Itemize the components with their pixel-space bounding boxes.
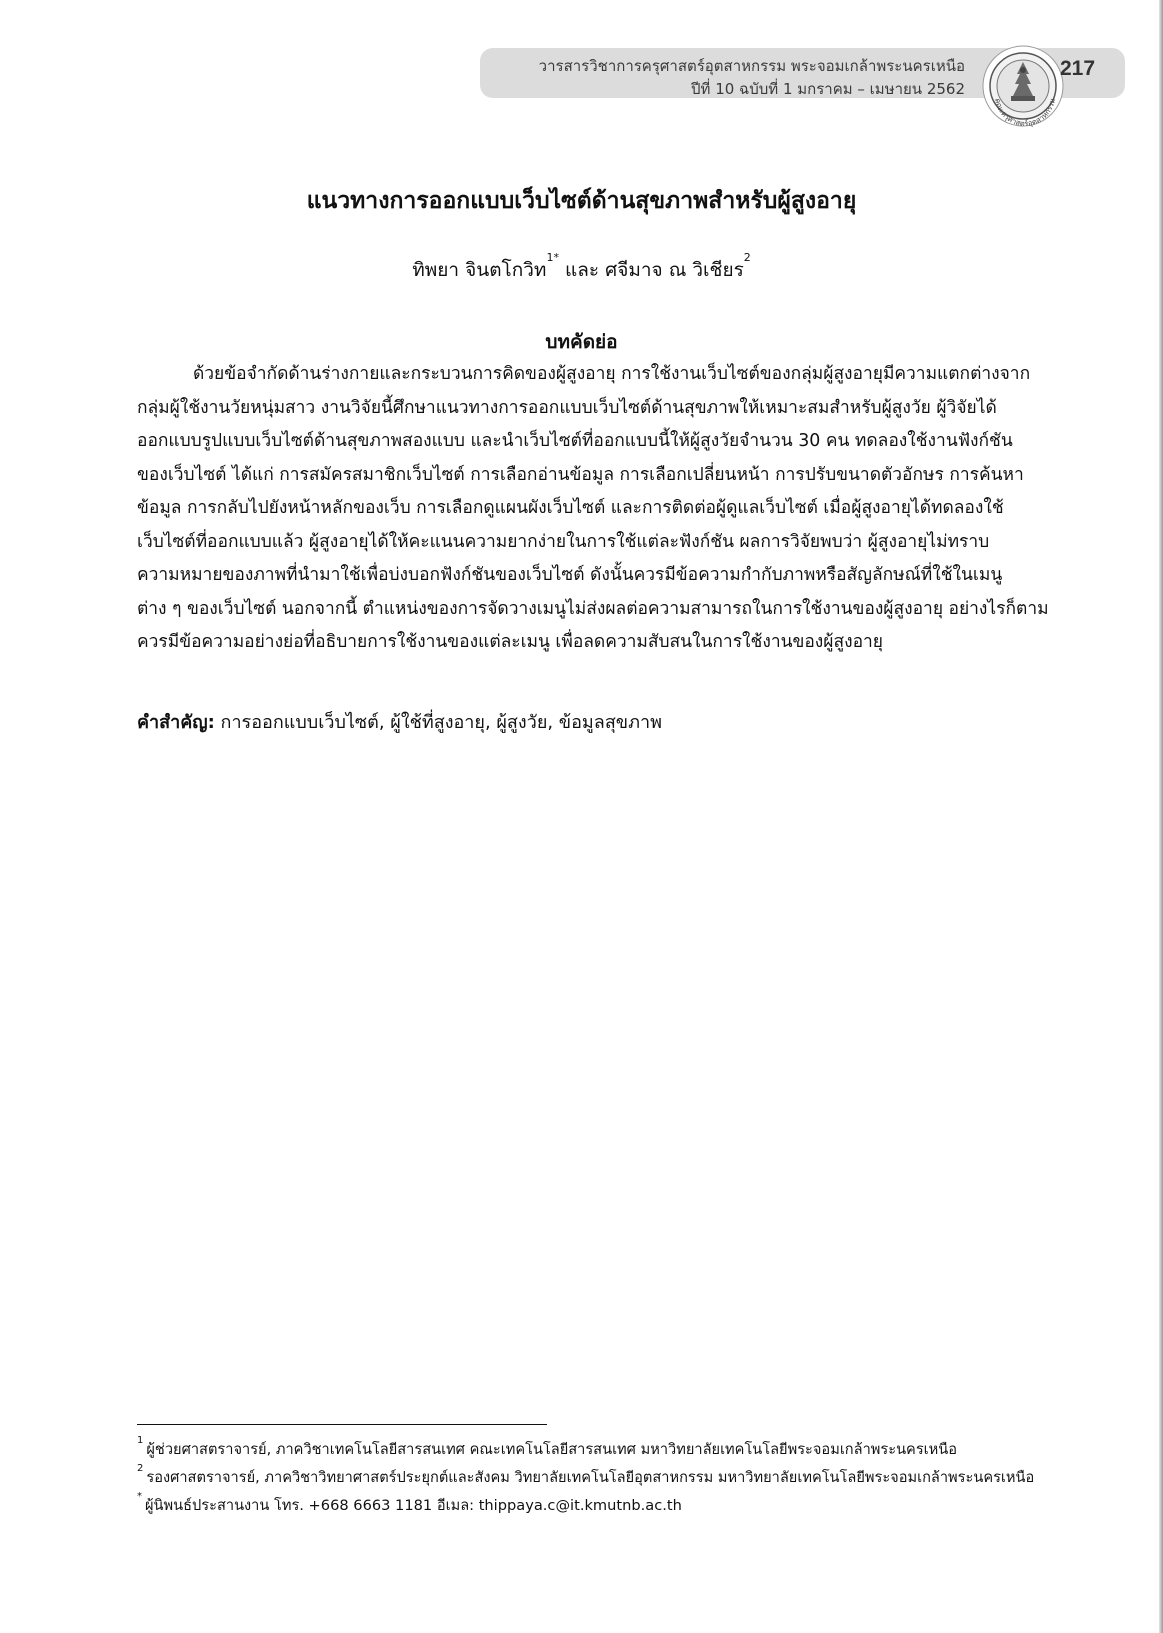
journal-name: วารสารวิชาการครุศาสตร์อุตสาหกรรม พระจอมเกล้าพระนครเหนือ (538, 57, 965, 75)
keywords-label: คำสำคัญ: (137, 712, 215, 733)
keywords-text: การออกแบบเว็บไซต์, ผู้ใช้ที่สูงอายุ, ผู้สูงวัย, ข้อมูลสุขภาพ (214, 712, 662, 733)
abstract-line: ควรมีข้อความอย่างย่อที่อธิบายการใช้งานของแต่ละเมนู เพื่อลดความสับสนในการใช้งานของผู้สูงอายุ (137, 632, 883, 652)
page-number: 217 (1060, 57, 1096, 80)
abstract-line: ออกแบบรูปแบบเว็บไซต์ด้านสุขภาพสองแบบ และนำเว็บไซต์ที่ออกแบบนี้ให้ผู้สูงวัยจำนวน 30 คน ทดลองใช้งานฟังก์ชัน (137, 431, 1013, 451)
footnote-1-text: ผู้ช่วยศาสตราจารย์, ภาควิชาเทคโนโลยีสารสนเทศ คณะเทคโนโลยีสารสนเทศ มหาวิทยาลัยเทคโนโลยีพระจอมเกล้าพระนครเหนือ (146, 1441, 958, 1458)
abstract-line: ของเว็บไซต์ ได้แก่ การสมัครสมาชิกเว็บไซต์ การเลือกอ่านข้อมูล การเลือกเปลี่ยนหน้า การปรับขนาดตัวอักษร การค้นหา (137, 464, 1024, 485)
footnote-2-mark: 2 (137, 1463, 144, 1474)
abstract-line: ข้อมูล การกลับไปยังหน้าหลักของเว็บ การเลือกดูแผนผังเว็บไซต์ และการติดต่อผู้ดูแลเว็บไซต์ เมื่อผู้สูงอายุได้ทดลองใช้ (137, 498, 1004, 518)
abstract-line: ต่าง ๆ ของเว็บไซต์ นอกจากนี้ ตำแหน่งของการจัดวางเมนูไม่ส่งผลต่อความสามารถในการใช้งานของผู้สูงอายุ อย่างไรก็ตาม (137, 598, 1049, 619)
author-2-footnote-mark: 2 (743, 251, 751, 264)
footnote-divider (137, 1424, 547, 1425)
author-name-1: ทิพยา จินตโกวิท (412, 259, 547, 281)
faculty-seal-logo (979, 44, 1067, 132)
author-1-footnote-mark: 1* (546, 251, 559, 264)
footnote-1 (137, 1435, 958, 1461)
paper-title: แนวทางการออกแบบเว็บไซต์ด้านสุขภาพสำหรับผู้สูงอายุ (306, 188, 857, 214)
author-conjunction: และ (558, 259, 606, 281)
page-edge-shadow (1159, 0, 1163, 1633)
abstract-line: ด้วยข้อจำกัดด้านร่างกายและกระบวนการคิดของผู้สูงอายุ การใช้งานเว็บไซต์ของกลุ่มผู้สูงอายุมีความแตกต่างจาก (193, 364, 1031, 384)
abstract-line: กลุ่มผู้ใช้งานวัยหนุ่มสาว งานวิจัยนี้ศึกษาแนวทางการออกแบบเว็บไซต์ด้านสุขภาพให้เหมาะสมสำหรับผู้สูงวัย ผู้วิจัยได้ (137, 397, 997, 418)
footnote-3-text: ผู้นิพนธ์ประสานงาน โทร. +668 6663 1181 อีเมล: thippaya.c@it.kmutnb.ac.th (145, 1497, 682, 1514)
footnote-3-mark: * (137, 1491, 142, 1502)
author-line (0, 251, 1163, 285)
keywords (137, 707, 662, 736)
journal-issue: ปีที่ 10 ฉบับที่ 1 มกราคม – เมษายน 2562 (691, 80, 965, 98)
abstract-line: เว็บไซต์ที่ออกแบบแล้ว ผู้สูงอายุได้ให้คะแนนความยากง่ายในการใช้แต่ละฟังก์ชัน ผลการวิจัยพบว่า ผู้สูงอายุไม่ทราบ (137, 531, 990, 552)
abstract-body (137, 358, 1067, 660)
abstract-heading: บทคัดย่อ (545, 331, 618, 353)
footnote-2 (137, 1463, 1035, 1489)
seal-text: คณะครุศาสตร์อุตสาหกรรม (993, 97, 1057, 129)
footnote-2-text: รองศาสตราจารย์, ภาควิชาวิทยาศาสตร์ประยุกต์และสังคม วิทยาลัยเทคโนโลยีอุตสาหกรรม มหาวิทยาลัยเทคโนโลยีพระจอมเกล้าพระนครเหนือ (146, 1469, 1035, 1486)
author-name-2: ศจีมาจ ณ วิเชียร (605, 259, 744, 281)
footnote-1-mark: 1 (137, 1435, 144, 1446)
abstract-line: ความหมายของภาพที่นำมาใช้เพื่อบ่งบอกฟังก์ชันของเว็บไซต์ ดังนั้นควรมีข้อความกำกับภาพหรือสัญลักษณ์ที่ใช้ในเมนู (137, 565, 1003, 585)
footnote-corresponding-author (137, 1491, 682, 1517)
